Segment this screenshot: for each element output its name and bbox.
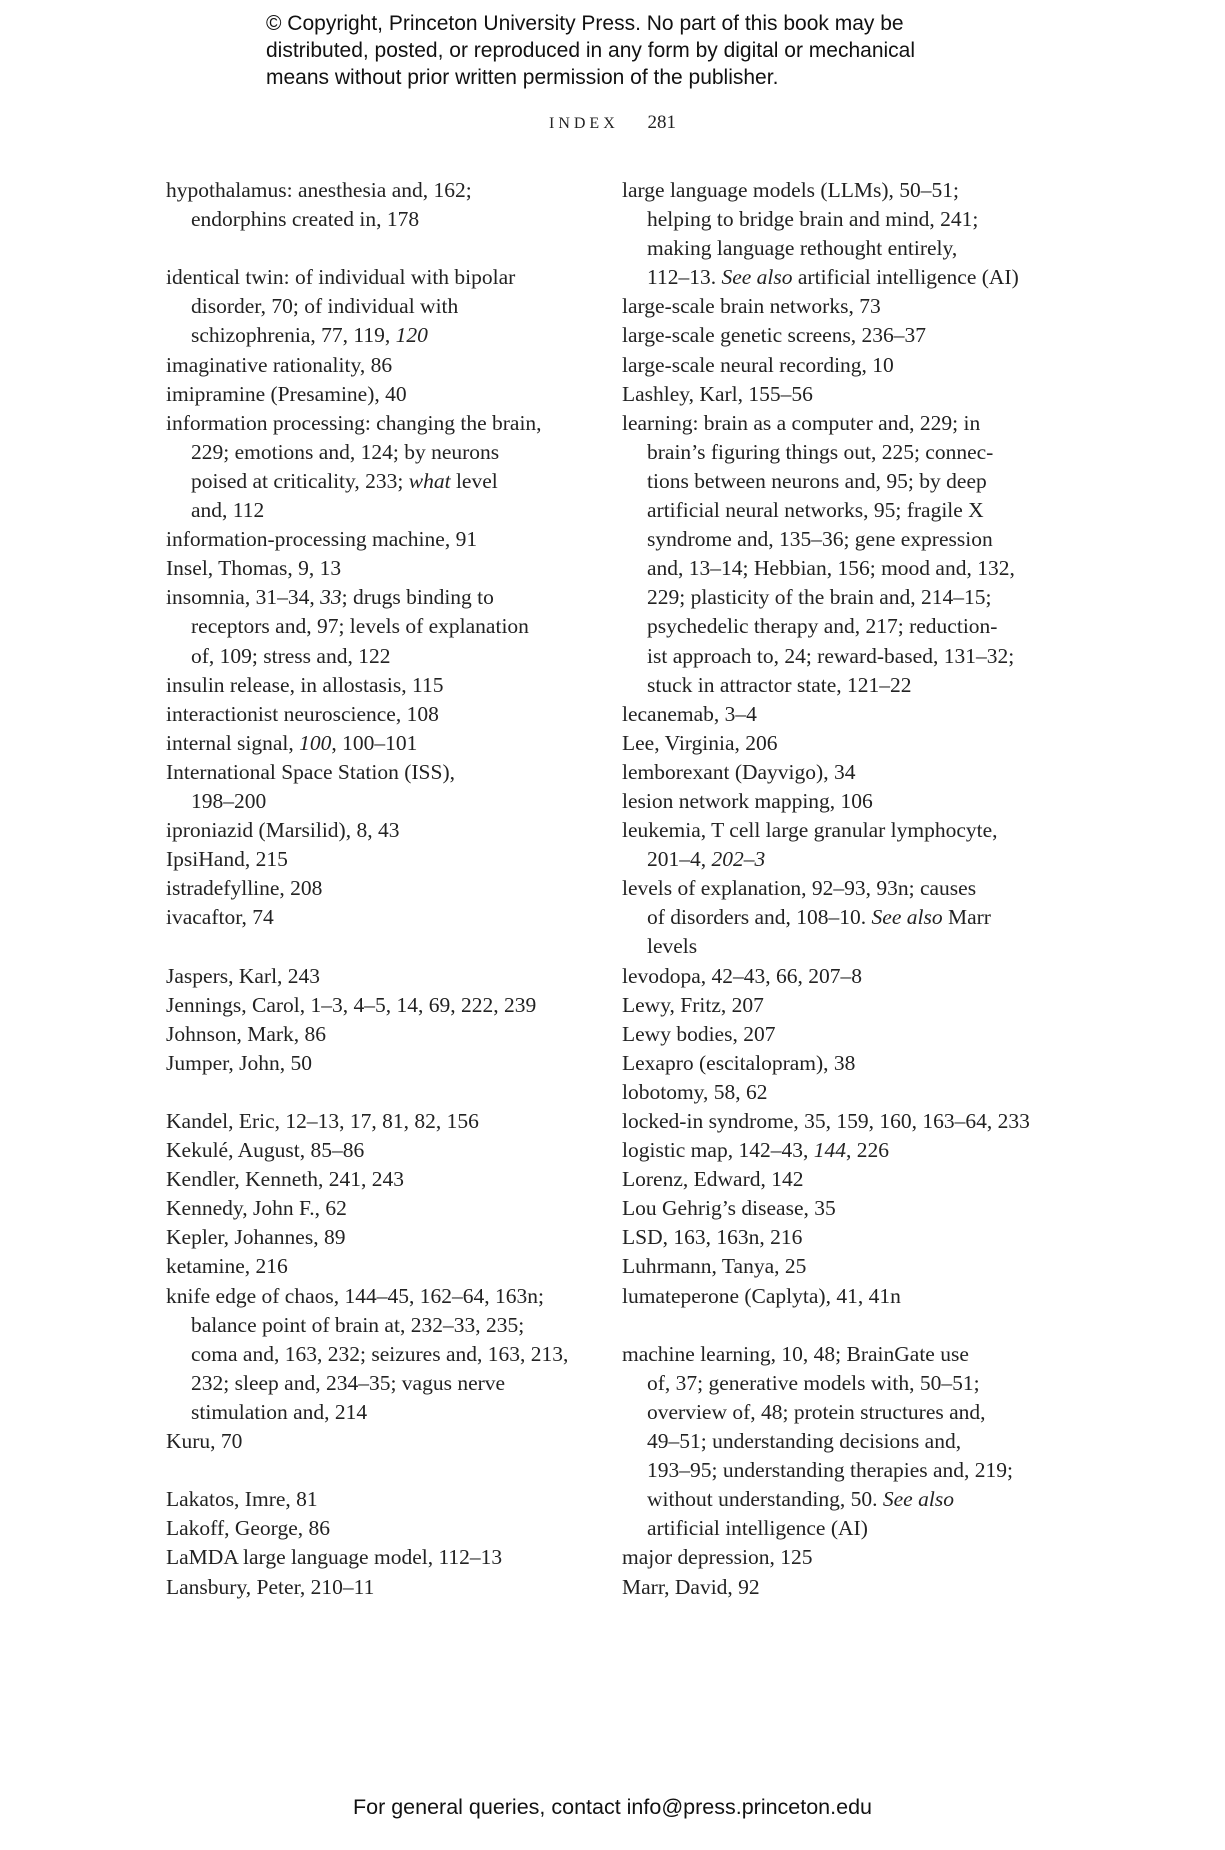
index-entry: [622, 351, 1042, 380]
index-entry-line: lemborexant (Dayvigo), 34: [622, 759, 856, 784]
index-entry-line: knife edge of chaos, 144–45, 162–64, 163n;: [166, 1283, 544, 1308]
index-entry-line: insulin release, in allostasis, 115: [166, 672, 444, 697]
index-entry: [166, 1573, 586, 1602]
index-entry-line: Lashley, Karl, 155–56: [622, 381, 813, 406]
index-entry: [622, 991, 1042, 1020]
index-entry-line: interactionist neuroscience, 108: [166, 701, 439, 726]
running-head-label: INDEX: [548, 115, 619, 132]
index-entry-continuation: endorphins created in, 178: [191, 207, 420, 232]
page-number: 281: [647, 112, 676, 133]
index-entry: [622, 1282, 1042, 1311]
index-entry: [622, 729, 1042, 758]
index-entry-line: Kandel, Eric, 12–13, 17, 81, 82, 156: [166, 1109, 479, 1133]
index-entry-continuation: 198–200: [191, 788, 267, 813]
index-entry: [166, 1165, 586, 1194]
index-entry: [166, 903, 586, 932]
index-entry: [166, 176, 586, 234]
index-entry: [166, 1252, 586, 1281]
index-entry: [166, 409, 586, 525]
index-entry-line: Lakatos, Imre, 81: [166, 1487, 318, 1512]
index-entry: [166, 816, 586, 845]
index-column-left: [166, 176, 586, 1602]
index-entry-line: Lexapro (escitalopram), 38: [622, 1050, 856, 1075]
index-entry: [166, 874, 586, 903]
index-entry: [166, 1107, 586, 1136]
index-entry-line: istradefylline, 208: [166, 876, 323, 901]
index-entry-line: Kepler, Johannes, 89: [166, 1225, 346, 1250]
index-entry: [166, 991, 586, 1020]
index-entry-continuation: making language rethought entirely,: [647, 236, 958, 261]
index-entry: [622, 1252, 1042, 1281]
index-entry-line: iproniazid (Marsilid), 8, 43: [166, 818, 400, 843]
index-entry: [622, 321, 1042, 350]
index-entry-line: leukemia, T cell large granular lymphocyte,: [622, 818, 998, 843]
index-entry: [166, 263, 586, 350]
index-entry: [622, 1573, 1042, 1602]
index-entry-continuation: 112–13. See also artificial intelligence (AI): [647, 265, 1019, 290]
index-entry-line: identical twin: of individual with bipolar: [166, 265, 516, 290]
index-entry-line: Kendler, Kenneth, 241, 243: [166, 1167, 404, 1192]
index-entry-continuation: and, 112: [191, 498, 265, 523]
index-entry-line: information processing: changing the brain,: [166, 410, 542, 435]
index-entry-continuation: tions between neurons and, 95; by deep: [647, 468, 987, 493]
index-entry-line: large-scale neural recording, 10: [622, 352, 894, 377]
index-entry-line: levodopa, 42–43, 66, 207–8: [622, 963, 863, 988]
index-entry: [622, 1340, 1042, 1544]
index-entry-continuation: artificial neural networks, 95; fragile X: [647, 498, 984, 523]
index-entry: [166, 845, 586, 874]
index-entry-line: large-scale genetic screens, 236–37: [622, 323, 927, 348]
index-entry: [166, 962, 586, 991]
index-entry-line: information-processing machine, 91: [166, 527, 478, 552]
index-entry-line: Luhrmann, Tanya, 25: [622, 1254, 807, 1279]
index-entry-line: hypothalamus: anesthesia and, 162;: [166, 178, 472, 202]
index-entry-continuation: 229; emotions and, 124; by neurons: [191, 439, 500, 464]
index-entry-continuation: coma and, 163, 232; seizures and, 163, 213,: [191, 1341, 569, 1366]
index-entry: [166, 351, 586, 380]
index-entry: [166, 1282, 586, 1427]
index-entry-line: LaMDA large language model, 112–13: [166, 1545, 503, 1570]
index-entry-line: lumateperone (Caplyta), 41, 41n: [622, 1283, 901, 1308]
index-entry-line: ketamine, 216: [166, 1254, 288, 1279]
index-entry-line: imipramine (Presamine), 40: [166, 381, 407, 406]
index-entry: [622, 409, 1042, 700]
index-entry-continuation: of, 37; generative models with, 50–51;: [647, 1370, 980, 1395]
index-entry-line: Lakoff, George, 86: [166, 1516, 330, 1541]
index-entry-line: Lansbury, Peter, 210–11: [166, 1574, 375, 1599]
index-entry: [622, 1223, 1042, 1252]
index-entry-continuation: helping to bridge brain and mind, 241;: [647, 207, 979, 232]
index-entry-continuation: levels: [647, 934, 698, 959]
index-entry-continuation: without understanding, 50. See also: [647, 1487, 954, 1512]
index-entry-continuation: 232; sleep and, 234–35; vagus nerve: [191, 1370, 506, 1395]
index-entry: [166, 1194, 586, 1223]
index-entry-continuation: of disorders and, 108–10. See also Marr: [647, 905, 991, 930]
index-entry-line: Jennings, Carol, 1–3, 4–5, 14, 69, 222, 239: [166, 992, 537, 1017]
index-entry-line: Kuru, 70: [166, 1429, 243, 1454]
copyright-line: means without prior written permission of the publisher.: [266, 66, 779, 89]
index-entry-continuation: ist approach to, 24; reward-based, 131–32;: [647, 643, 1015, 668]
index-entry-line: major depression, 125: [622, 1545, 813, 1570]
index-entry-line: Johnson, Mark, 86: [166, 1021, 327, 1046]
index-entry-line: lobotomy, 58, 62: [622, 1079, 768, 1104]
index-entry-continuation: balance point of brain at, 232–33, 235;: [191, 1312, 525, 1337]
index-entry: [622, 1049, 1042, 1078]
index-entry: [166, 700, 586, 729]
index-entry-continuation: 201–4, 202–3: [647, 847, 766, 872]
index-entry: [166, 583, 586, 670]
index-entry-continuation: 49–51; understanding decisions and,: [647, 1429, 962, 1454]
index-entry: [166, 525, 586, 554]
index-entry-line: lecanemab, 3–4: [622, 701, 757, 726]
index-entry: [622, 874, 1042, 961]
index-entry: [622, 380, 1042, 409]
index-entry: [166, 1543, 586, 1572]
index-entry-line: Lewy, Fritz, 207: [622, 992, 764, 1017]
index-entry-line: locked-in syndrome, 35, 159, 160, 163–64, 233: [622, 1109, 1030, 1133]
index-entry-continuation: artificial intelligence (AI): [647, 1516, 868, 1541]
index-entry: [166, 1223, 586, 1252]
index-entry-continuation: psychedelic therapy and, 217; reduction-: [647, 614, 998, 639]
index-entry: [622, 1107, 1042, 1136]
section-gap: [166, 234, 586, 263]
index-entry-line: learning: brain as a computer and, 229; in: [622, 410, 981, 435]
index-entry: [166, 671, 586, 700]
index-entry-line: imaginative rationality, 86: [166, 352, 393, 377]
index-entry-continuation: receptors and, 97; levels of explanation: [191, 614, 529, 639]
index-entry-line: Jumper, John, 50: [166, 1050, 313, 1075]
copyright-notice: [266, 10, 1026, 91]
index-entry-line: logistic map, 142–43, 144, 226: [622, 1138, 889, 1163]
index-entry-continuation: stimulation and, 214: [191, 1399, 368, 1424]
index-entry-continuation: syndrome and, 135–36; gene expression: [647, 527, 993, 552]
index-entry-continuation: of, 109; stress and, 122: [191, 643, 391, 668]
index-entry-line: IpsiHand, 215: [166, 847, 288, 872]
index-entry-line: Marr, David, 92: [622, 1574, 760, 1599]
index-entry-line: Lewy bodies, 207: [622, 1021, 776, 1046]
index-entry: [166, 1020, 586, 1049]
index-entry-line: lesion network mapping, 106: [622, 788, 873, 813]
index-entry: [622, 1543, 1042, 1572]
index-entry-continuation: overview of, 48; protein structures and,: [647, 1399, 986, 1424]
index-entry-line: Lorenz, Edward, 142: [622, 1167, 804, 1192]
index-entry: [166, 554, 586, 583]
index-entry-line: ivacaftor, 74: [166, 905, 274, 930]
index-entry: [622, 787, 1042, 816]
index-entry: [622, 962, 1042, 991]
index-entry: [622, 1194, 1042, 1223]
index-entry: [622, 1020, 1042, 1049]
index-entry: [166, 1514, 586, 1543]
index-entry: [622, 292, 1042, 321]
section-gap: [622, 1311, 1042, 1340]
index-entry-line: insomnia, 31–34, 33; drugs binding to: [166, 585, 494, 610]
index-entry-line: large-scale brain networks, 73: [622, 294, 881, 319]
index-entry: [622, 1136, 1042, 1165]
footer-contact: For general queries, contact info@press.princeton.edu: [352, 1795, 872, 1819]
section-gap: [166, 932, 586, 961]
index-entry: [166, 758, 586, 816]
index-entry: [622, 1165, 1042, 1194]
index-entry: [166, 380, 586, 409]
index-entry-line: internal signal, 100, 100–101: [166, 730, 418, 755]
index-entry-line: Jaspers, Karl, 243: [166, 963, 321, 988]
index-entry: [622, 816, 1042, 874]
section-gap: [166, 1078, 586, 1107]
running-head: [0, 112, 1225, 134]
index-entry-line: Kekulé, August, 85–86: [166, 1138, 365, 1163]
index-entry: [166, 1049, 586, 1078]
index-entry-continuation: poised at criticality, 233; what level: [191, 468, 498, 493]
index-entry-continuation: 229; plasticity of the brain and, 214–15;: [647, 585, 992, 610]
index-entry-continuation: brain’s figuring things out, 225; connec-: [647, 439, 994, 464]
index-entry-continuation: 193–95; understanding therapies and, 219;: [647, 1458, 1014, 1483]
index-entry: [622, 176, 1042, 292]
index-entry-continuation: disorder, 70; of individual with: [191, 294, 459, 319]
index-entry-continuation: schizophrenia, 77, 119, 120: [191, 323, 428, 348]
index-entry: [166, 1485, 586, 1514]
index-entry-line: large language models (LLMs), 50–51;: [622, 178, 959, 202]
copyright-line: distributed, posted, or reproduced in any form by digital or mechanical: [266, 39, 916, 62]
index-entry-line: Kennedy, John F., 62: [166, 1196, 347, 1221]
index-entry: [622, 700, 1042, 729]
index-entry-continuation: and, 13–14; Hebbian, 156; mood and, 132,: [647, 556, 1015, 581]
index-entry: [622, 758, 1042, 787]
index-entry-line: machine learning, 10, 48; BrainGate use: [622, 1341, 969, 1366]
index-entry-line: Lou Gehrig’s disease, 35: [622, 1196, 836, 1221]
index-entry: [166, 1136, 586, 1165]
copyright-line: © Copyright, Princeton University Press. No part of this book may be: [266, 12, 904, 35]
index-entry-continuation: stuck in attractor state, 121–22: [647, 672, 912, 697]
section-gap: [166, 1456, 586, 1485]
index-column-right: [622, 176, 1042, 1602]
index-entry: [166, 1427, 586, 1456]
index-entry-line: Lee, Virginia, 206: [622, 730, 778, 755]
index-entry: [166, 729, 586, 758]
index-entry-line: levels of explanation, 92–93, 93n; causes: [622, 876, 977, 901]
index-entry: [622, 1078, 1042, 1107]
index-entry-line: Insel, Thomas, 9, 13: [166, 556, 342, 581]
index-entry-line: LSD, 163, 163n, 216: [622, 1225, 803, 1250]
index-entry-line: International Space Station (ISS),: [166, 759, 455, 784]
